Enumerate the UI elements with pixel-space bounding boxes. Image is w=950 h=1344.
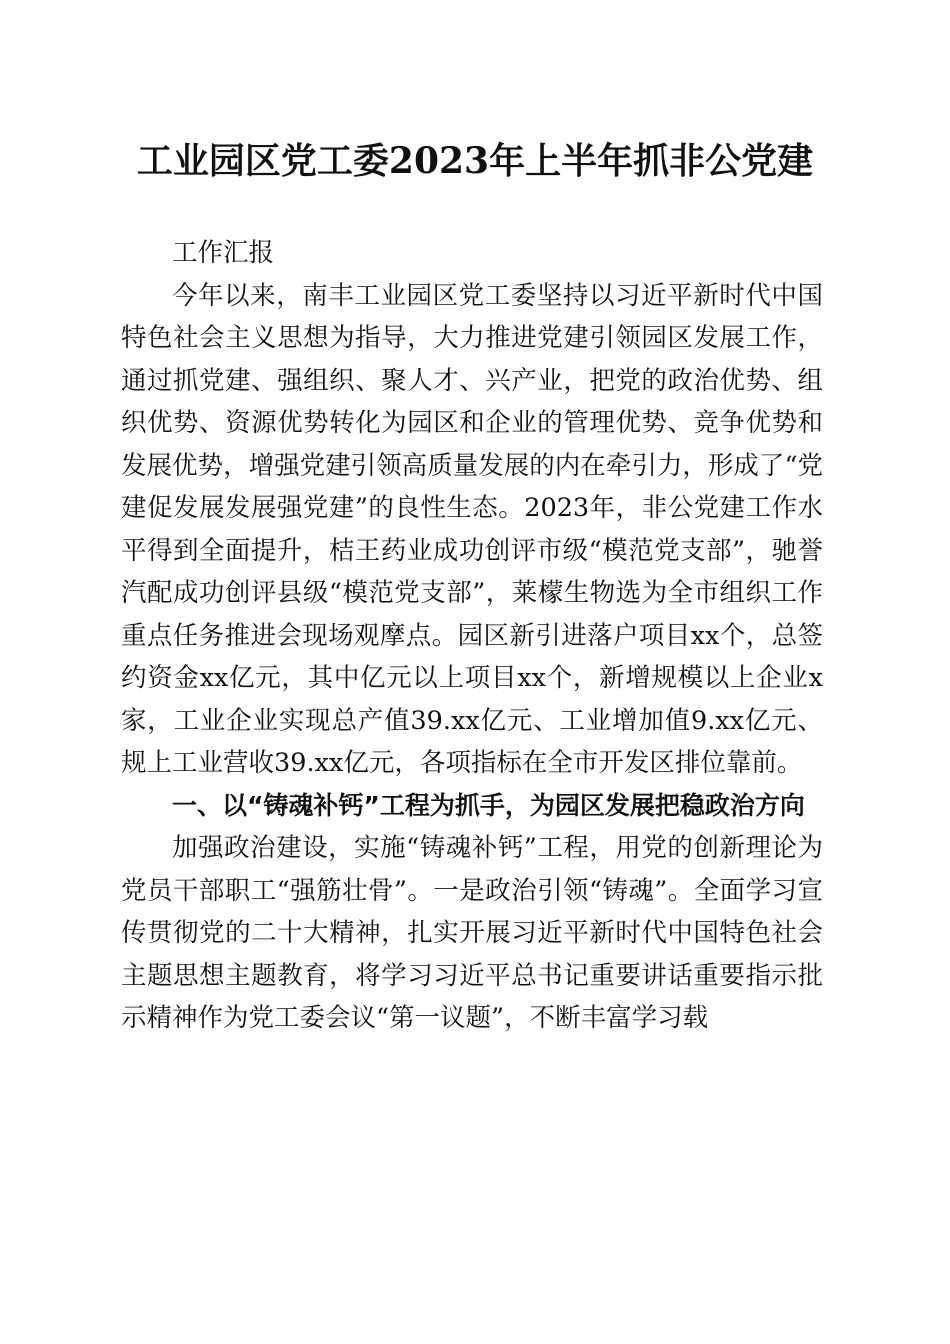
section-heading: 一、以“铸魂补钙”工程为抓手，为园区发展把稳政治方向 xyxy=(172,790,805,820)
section-paragraph: 加强政治建设，实施“铸魂补钙”工程，用党的创新理论为党员干部职工“强筋壮骨”。一是政治引领“铸魂”。全面学习宣传贯彻党的二十大精神，扎实开展习近平新时代中国特色社会主题思想主题教育，将学习习近平总书记重要讲话重要指示批示精神作为党工委会议“第一议题”，不断丰富学习载 xyxy=(121,833,823,1033)
document-body xyxy=(121,232,823,1040)
subtitle-line: 工作汇报 xyxy=(172,238,275,268)
intro-paragraph: 今年以来，南丰工业园区党工委坚持以习近平新时代中国特色社会主义思想为指导，大力推进党建引领园区发展工作，通过抓党建、强组织、聚人才、兴产业，把党的政治优势、组织优势、资源优势转化为园区和企业的管理优势、竞争优势和发展优势，增强党建引领高质量发展的内在牵引力，形成了“党建促发展发展强党建”的良性生态。2023年，非公党建工作水平得到全面提升，桔王药业成功创评市级“模范党支部”，驰誉汽配成功创评县级“模范党支部”，莱檬生物选为全市组织工作重点任务推进会现场观摩点。园区新引进落户项目xx个，总签约资金xx亿元，其中亿元以上项目xx个，新增规模以上企业x家，工业企业实现总产值39.xx亿元、工业增加值9.xx亿元、规上工业营收39.xx亿元，各项指标在全市开发区排位靠前。 xyxy=(121,280,823,778)
document-title: 工业园区党工委2023年上半年抓非公党建 xyxy=(136,140,814,182)
